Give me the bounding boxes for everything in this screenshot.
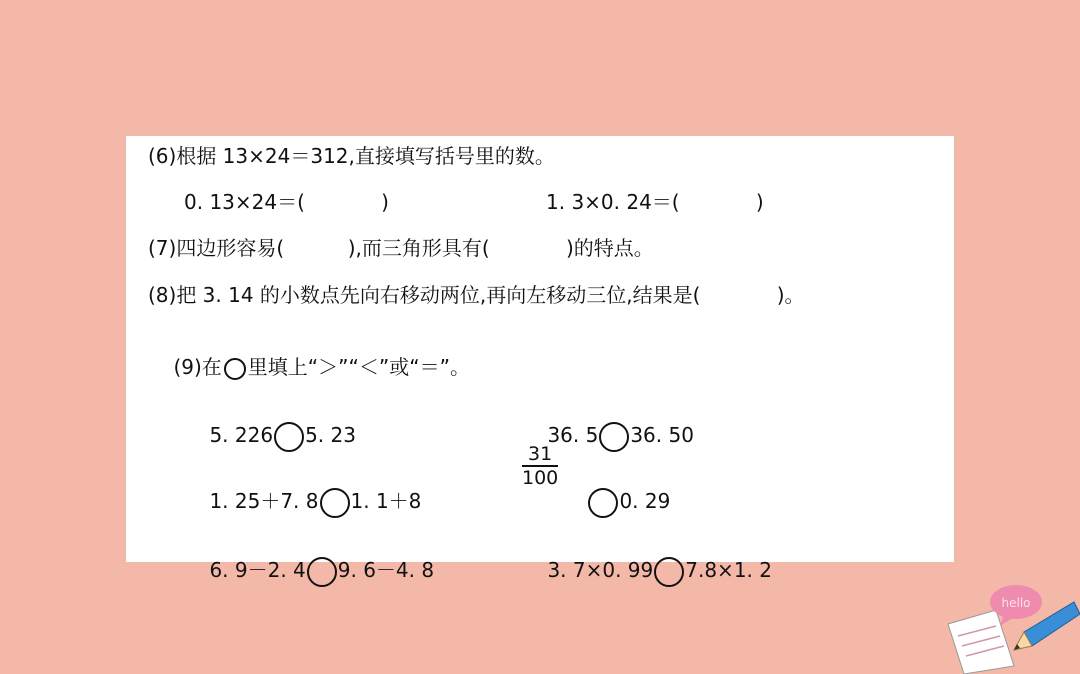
q8-text: (8)把 3. 14 的小数点先向右移动两位,再向左移动三位,结果是( )。 [148, 283, 805, 307]
compare-left: 36. 5 [547, 423, 599, 447]
compare-circle[interactable] [654, 557, 684, 587]
q9-title-pre: (9)在 [173, 355, 222, 379]
compare-circle[interactable] [320, 488, 350, 518]
q9-title-post: 里填上“＞”“＜”或“＝”。 [247, 355, 470, 379]
bubble-text: hello [1001, 596, 1031, 610]
pencil-and-paper-icon [940, 580, 1080, 674]
fraction-numerator: 31 [528, 443, 553, 465]
compare-circle[interactable] [307, 557, 337, 587]
compare-left: 1. 25＋7. 8 [209, 489, 319, 513]
circle-icon [224, 358, 246, 380]
compare-right: 7.8×1. 2 [685, 558, 772, 582]
worksheet [126, 136, 954, 582]
compare-right: 0. 29 [619, 489, 671, 513]
compare-right: 36. 50 [630, 423, 694, 447]
compare-right: 5. 23 [305, 423, 356, 447]
compare-left: 5. 226 [209, 423, 274, 447]
compare-left: 6. 9－2. 4 [209, 558, 306, 582]
compare-circle[interactable] [588, 488, 618, 518]
compare-circle[interactable] [274, 422, 304, 452]
q6-blank-a: 0. 13×24＝( ) [184, 190, 389, 214]
q7-text: (7)四边形容易( ),而三角形具有( )的特点。 [148, 236, 654, 260]
fraction-denominator: 100 [522, 467, 559, 489]
compare-right: 9. 6－4. 8 [337, 558, 435, 582]
compare-item-6 [522, 519, 772, 621]
q6-title: (6)根据 13×24＝312,直接填写括号里的数。 [148, 144, 555, 168]
compare-left: 3. 7×0. 99 [547, 558, 654, 582]
compare-circle[interactable] [599, 422, 629, 452]
compare-item-5 [184, 519, 434, 621]
compare-right: 1. 1＋8 [350, 489, 422, 513]
q6-blank-b: 1. 3×0. 24＝( ) [546, 190, 764, 214]
fraction [522, 444, 558, 488]
